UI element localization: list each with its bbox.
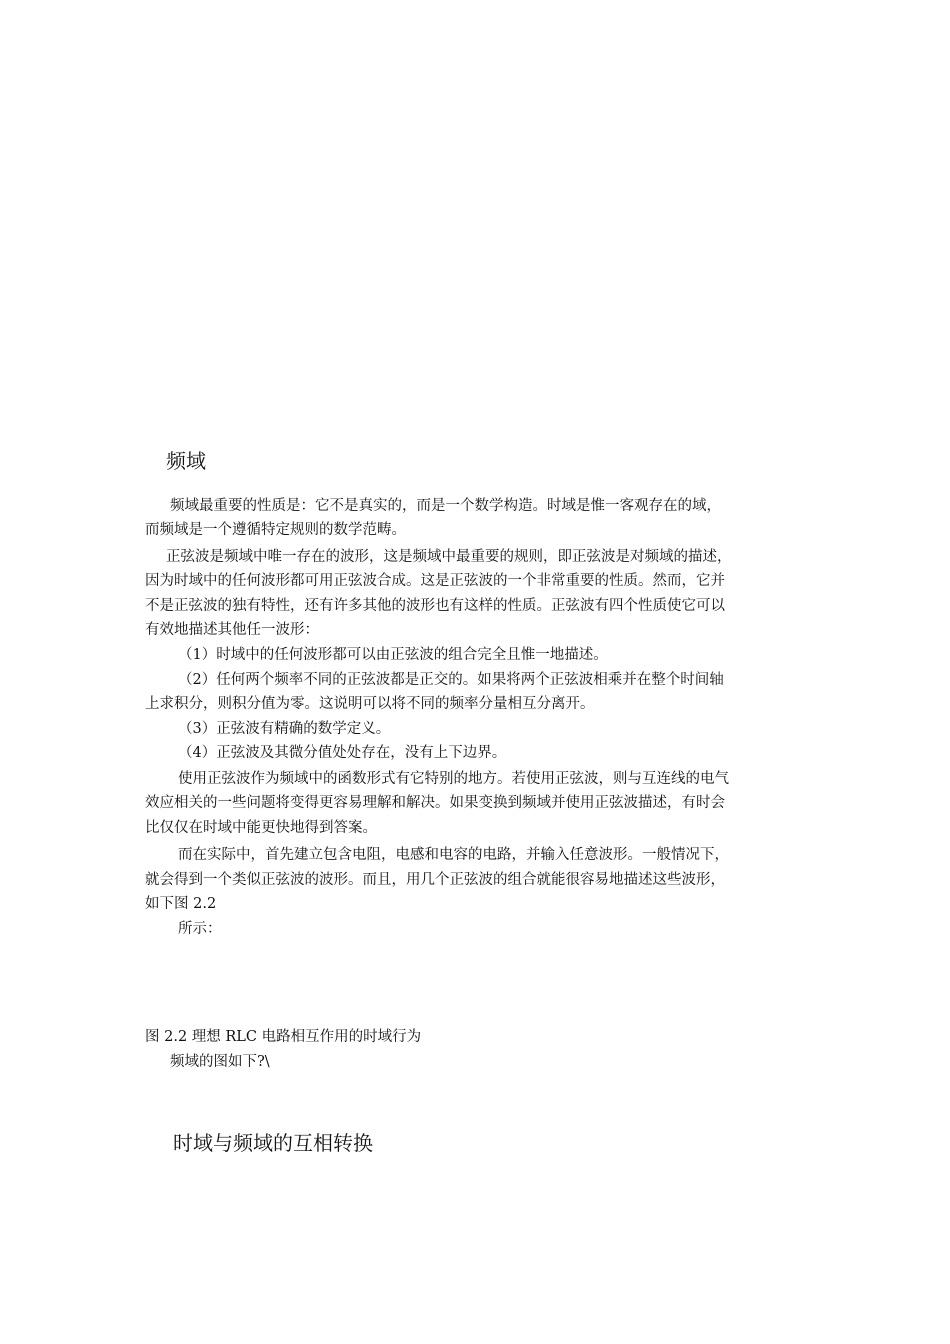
paragraph-line: 因为时域中的任何波形都可用正弦波合成。这是正弦波的一个非常重要的性质。然而，它并 [145,573,725,589]
list-item-line: （3）正弦波有精确的数学定义。 [178,721,391,737]
list-item-line: （1）时域中的任何波形都可以由正弦波的组合完全且惟一地描述。 [178,647,608,663]
list-item-line: （4）正弦波及其微分值处处存在，没有上下边界。 [178,745,507,761]
section-title-time-frequency-conversion: 时域与频域的互相转换 [173,1131,373,1155]
paragraph-line: 使用正弦波作为频域中的函数形式有它特别的地方。若使用正弦波，则与互连线的电气 [178,771,729,787]
section-title-frequency-domain: 频域 [166,449,206,473]
paragraph-line: 正弦波是频域中唯一存在的波形，这是频域中最重要的规则，即正弦波是对频域的描述， [166,549,732,565]
paragraph-line: 所示： [178,921,222,937]
paragraph-line: 而在实际中，首先建立包含电阻，电感和电容的电路，并输入任意波形。一般情况下， [178,847,729,863]
paragraph-line: 不是正弦波的独有特性，还有许多其他的波形也有这样的性质。正弦波有四个性质使它可以 [145,598,725,614]
paragraph-line: 比仅仅在时域中能更快地得到答案。 [145,820,377,836]
paragraph-line: 有效地描述其他任一波形： [145,622,319,638]
paragraph-line: 频域的图如下?\ [170,1054,270,1070]
list-item-line: 上求积分，则积分值为零。这说明可以将不同的频率分量相互分离开。 [145,696,595,712]
paragraph-line: 效应相关的一些问题将变得更容易理解和解决。如果变换到频域并使用正弦波描述，有时会 [145,795,725,811]
paragraph-line: 就会得到一个类似正弦波的波形。而且，用几个正弦波的组合就能很容易地描述这些波形， [145,872,725,888]
list-item-line: （2）任何两个频率不同的正弦波都是正交的。如果将两个正弦波相乘并在整个时间轴 [178,672,724,688]
figure-caption: 图 2.2 理想 RLC 电路相互作用的时域行为 [145,1029,422,1045]
paragraph-line: 频域最重要的性质是：它不是真实的，而是一个数学构造。时域是惟一客观存在的域， [170,498,721,514]
paragraph-line: 而频域是一个遵循特定规则的数学范畴。 [145,522,406,538]
paragraph-line: 如下图 2.2 [145,896,217,912]
